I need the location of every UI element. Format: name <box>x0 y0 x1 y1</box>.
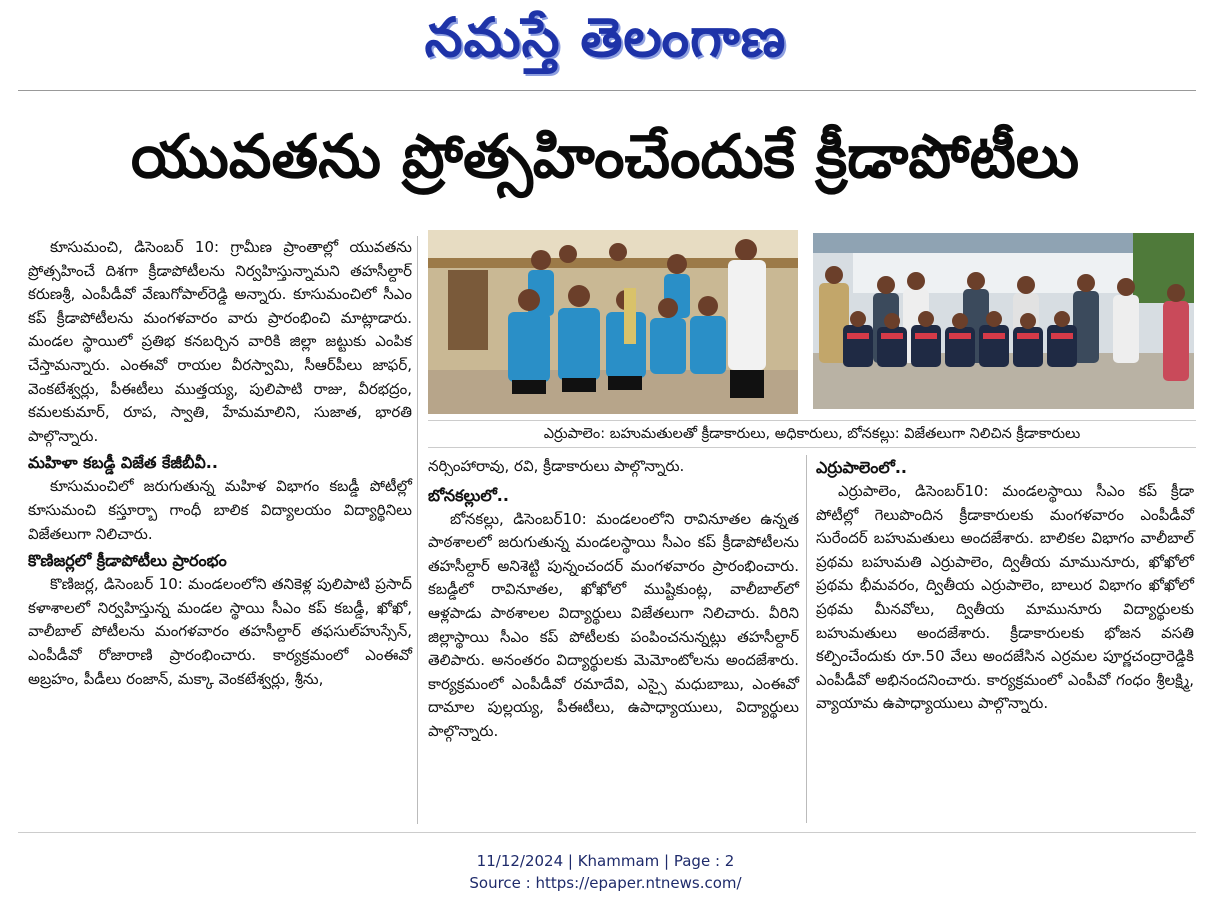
article-column-1 <box>28 236 412 691</box>
masthead-logo <box>0 2 1211 74</box>
article-headline: యువతను ప్రోత్సహించేందుకే క్రీడాపోటీలు <box>130 122 1080 192</box>
photo-winners-group-image <box>813 233 1194 409</box>
footer-source-link[interactable]: Source : https://epaper.ntnews.com/ <box>469 874 742 892</box>
photo-kabaddi-team <box>428 230 798 414</box>
subheading: మహిళా కబడ్డీ విజేత కేజీబీవీ.. <box>28 453 218 473</box>
paragraph: ఎర్రుపాలెం, డిసెంబర్10: మండలస్థాయి సీఎం కప్ క్రీడా పోటీల్లో గెలుపొందిన క్రీడాకారులకు మంగళవారం ఎంపీడీవో సురేందర్ బహుమతులు అందజేశారు. బాలికల విభాగం వాలీబాల్ ప్రథమ బహుమతి ఎర్రుపాలెం, ద్వితీయ మామునూరు, ఖోఖోలో ప్రథమ భీమవరం, ద్వితీయ ఎర్రుపాలెం, బాలుర విభాగం ఖోఖోలో ప్రథమ మీనవోలు, ద్వితీయ మామునూరు విద్యార్థులకు బహుమతులు అందజేశారు. క్రీడాకారులకు భోజన వసతి కల్పించేందుకు రూ.50 వేలు అందజేసిన ఎర్రమల పూర్ణచంద్రారెడ్డికి ఎంపీడీవో అభినందనించారు. కార్యక్రమంలో ఎంపీవో గంధం శ్రీలక్ష్మి, వ్యాయామ ఉపాధ్యాయులు పాల్గొన్నారు. <box>816 482 1194 713</box>
paragraph: నర్సింహారావు, రవి, క్రీడాకారులు పాల్గొన్నారు. <box>428 457 685 475</box>
bottom-divider <box>18 832 1196 833</box>
photo-kabaddi-team-image <box>428 230 798 414</box>
top-divider <box>18 90 1196 91</box>
paragraph: కొణిజర్ల, డిసెంబర్ 10: మండలంలోని తనికెళ్ల పులిపాటి ప్రసాద్ కళాశాలలో నిర్వహిస్తున్న మండల స్థాయి సీఎం కప్ కబడ్డీ, ఖోఖో, వాలీబాల్ పోటీలను మంగళవారం తహసీల్దార్ తఫసుల్‌హుస్సేన్, ఎంపీడీవో రోజారాణి ప్రారంభించారు. కార్యక్రమంలో ఎంఈవో అబ్రహం, పీడీలు రంజాన్, మక్కా వెంకటేశ్వర్లు, శ్రీను, <box>28 575 412 688</box>
photo-caption: ఎర్రుపాలెం: బహుమతులతో క్రీడాకారులు, అధికారులు, బోనకల్లు: విజేతలుగా నిలిచిన క్రీడాకారులు <box>428 420 1196 448</box>
footer-date-edition: 11/12/2024 | Khammam | Page : 2 <box>476 852 735 870</box>
paragraph: కూసుమంచిలో జరుగుతున్న మహిళ విభాగం కబడ్డీ పోటీల్లో కూసుమంచి కస్తూర్బా గాంధీ బాలిక విద్యాలయం విద్యార్థినిలు విజేతలుగా నిలిచారు. <box>28 477 412 543</box>
column-divider <box>806 455 807 823</box>
column-divider <box>417 236 418 824</box>
photo-winners-group <box>813 233 1194 409</box>
paragraph: బోనకల్లు, డిసెంబర్10: మండలంలోని రావినూతల ఉన్నత పాఠశాలలో జరుగుతున్న మండలస్థాయి సీఎం కప్ క్రీడాపోటీలను తహసీల్దార్ అనిశెట్టి పున్నంచందర్ మంగళవారం ప్రారంభించారు. కబడ్డీలో రావినూతల, ఖోఖోలో ముష్టికుంట్ల, వాలీబాల్‌లో ఆళ్లపాడు పాఠశాలల విద్యార్థులు విజేతలుగా నిలిచారు. వీరిని జిల్లాస్థాయి సీఎం కప్ పోటీలకు పంపించనున్నట్లు తహసీల్దార్ తెలిపారు. అనంతరం విద్యార్థులకు మెమోంటోలను అందజేశారు. కార్యక్రమంలో ఎంపీడీవో రమాదేవి, ఎస్సై మధుబాబు, ఎంఈవో దామాల పుల్లయ్య, పీఈటీలు, ఉపాధ్యాయులు, విద్యార్థులు పాల్గొన్నారు. <box>428 509 799 740</box>
paragraph: కూసుమంచి, డిసెంబర్ 10: గ్రామీణ ప్రాంతాల్లో యువతను ప్రోత్సహించే దిశగా క్రీడాపోటీలను నిర్వహిస్తున్నామని తహసీల్దార్ కరుణశ్రీ, ఎంపీడీవో వేణుగోపాల్‌రెడ్డి అన్నారు. కూసుమంచిలో సీఎం కప్ క్రీడాపోటీలను మంగళవారం వారు ప్రారంభించి మాట్లాడారు. మండల స్థాయిలో ప్రతిభ కనబర్చిన వారికి జిల్లా జట్టుకు ఎంపిక చేస్తామన్నారు. ఎంఈవో రాయల వీరస్వామి, సీఆర్‌పీలు జాఫర్, వెంకటేశ్వర్లు, పీఈటీలు ముత్తయ్య, పులిపాటి రాజు, వీరభద్రం, కమలకుమార్, రూప, స్వాతి, హేమమాలిని, సుజాత, భారతి పాల్గొన్నారు. <box>28 238 412 445</box>
article-column-3 <box>816 455 1194 716</box>
article-column-2 <box>428 455 799 744</box>
masthead-title: నమస్తే తెలంగాణ <box>424 6 787 69</box>
subheading: బోనకల్లులో.. <box>428 485 509 505</box>
subheading: ఎర్రుపాలెంలో.. <box>816 458 907 477</box>
subheading: కొణిజర్లలో క్రీడాపోటీలు ప్రారంభం <box>28 551 227 571</box>
